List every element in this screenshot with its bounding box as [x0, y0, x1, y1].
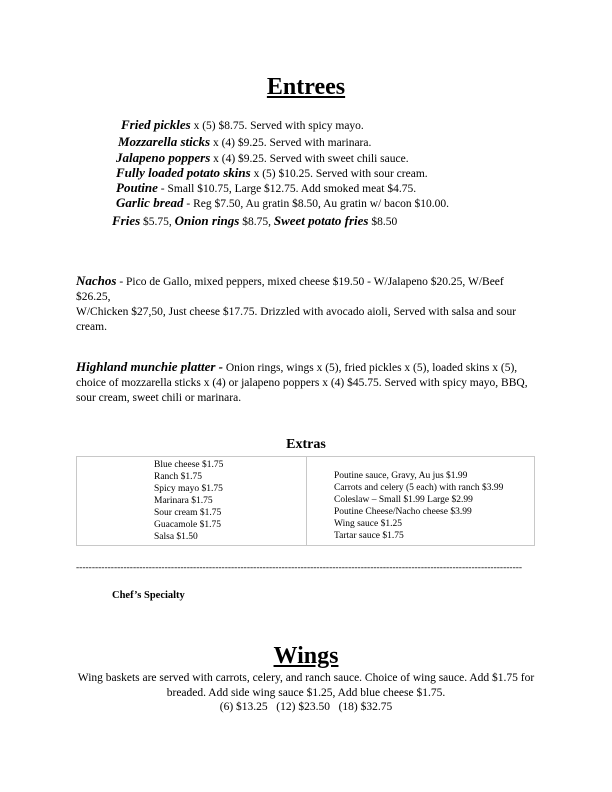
item-desc: - Pico de Gallo, mixed peppers, mixed cheese $19.50 - W/Jalapeno $20.25, W/Beef $26.25,: [76, 276, 504, 303]
extras-item: Sour cream $1.75: [154, 508, 222, 518]
extras-item: Blue cheese $1.75: [154, 460, 224, 470]
item-desc: x (4) $9.25. Served with marinara.: [210, 137, 372, 149]
extras-item: Coleslaw – Small $1.99 Large $2.99: [334, 495, 473, 505]
extras-divider: [306, 457, 307, 545]
platter-item: [76, 359, 538, 406]
extras-item: Ranch $1.75: [154, 472, 203, 482]
item-desc: x (4) $9.25. Served with sweet chili sauce.: [210, 153, 409, 165]
item-name: Jalapeno poppers: [116, 150, 211, 165]
extras-item: Marinara $1.75: [154, 496, 213, 506]
item-name: Garlic bread: [116, 195, 184, 210]
extras-item: Spicy mayo $1.75: [154, 484, 223, 494]
extras-table: [76, 456, 535, 546]
item-name-sweet-potato-fries: Sweet potato fries: [273, 213, 369, 228]
menu-item-garlic-bread: [116, 195, 449, 211]
extras-left-column: [154, 459, 223, 543]
nachos-item: [76, 273, 538, 335]
item-desc: Onion rings, wings x (5), fried pickles x (5), loaded skins x (5), choice of mozzarella sticks x (4) or jalapeno poppers x (4) $45.75. Served with spicy mayo, BBQ, sour cream, sweet chili or marinara.: [76, 362, 528, 404]
wings-heading: Wings: [273, 643, 339, 669]
item-name: Poutine: [116, 180, 158, 195]
wings-prices: (6) $13.25 (12) $23.50 (18) $32.75: [219, 701, 393, 713]
entrees-heading: Entrees: [266, 74, 346, 100]
menu-item-fries-line: [112, 213, 397, 229]
extras-right-column: [334, 470, 503, 542]
item-name-fries: Fries: [112, 213, 141, 228]
item-desc-cont: W/Chicken $27,50, Just cheese $17.75. Drizzled with avocado aioli, Served with salsa and sour cream.: [76, 306, 517, 333]
item-name: Mozzarella sticks: [118, 134, 211, 149]
item-price-sweet-potato-fries: $8.50: [368, 216, 398, 228]
extras-item: Poutine sauce, Gravy, Au jus $1.99: [334, 471, 468, 481]
item-desc: x (5) $8.75. Served with spicy mayo.: [190, 120, 364, 132]
extras-item: Carrots and celery (5 each) with ranch $3.99: [334, 483, 504, 493]
item-name-onion-rings: Onion rings: [174, 213, 240, 228]
extras-item: Guacamole $1.75: [154, 520, 222, 530]
item-price-onion-rings: $8.75,: [239, 216, 274, 228]
extras-item: Tartar sauce $1.75: [334, 531, 404, 541]
menu-item-fried-pickles: [121, 117, 364, 133]
item-name: Fully loaded potato skins: [116, 165, 251, 180]
menu-item-mozzarella-sticks: [118, 134, 371, 150]
item-name: Nachos: [76, 273, 117, 288]
item-name: Fried pickles: [121, 117, 191, 132]
chefs-specialty-label: Chef’s Specialty: [112, 590, 185, 601]
extras-item: Salsa $1.50: [154, 532, 198, 542]
menu-item-potato-skins: [116, 165, 428, 181]
wings-description: Wing baskets are served with carrots, celery, and ranch sauce. Choice of wing sauce. Add $1.75 for breaded. Add side wing sauce $1.25, Add blue cheese $1.75.: [77, 672, 535, 699]
item-name: Highland munchie platter -: [76, 359, 223, 374]
dashed-separator: ---------------------------------------------------------------------------------------------------------------------------------------------: [76, 563, 523, 573]
item-price-fries: $5.75,: [140, 216, 175, 228]
extras-item: Wing sauce $1.25: [334, 519, 402, 529]
item-desc: x (5) $10.25. Served with sour cream.: [250, 168, 428, 180]
item-desc: - Reg $7.50, Au gratin $8.50, Au gratin w/ bacon $10.00.: [183, 198, 449, 210]
extras-heading: Extras: [286, 437, 326, 452]
item-desc: - Small $10.75, Large $12.75. Add smoked meat $4.75.: [157, 183, 417, 195]
extras-item: Poutine Cheese/Nacho cheese $3.99: [334, 507, 472, 517]
menu-item-poutine: [116, 180, 416, 196]
menu-item-jalapeno-poppers: [116, 150, 409, 166]
